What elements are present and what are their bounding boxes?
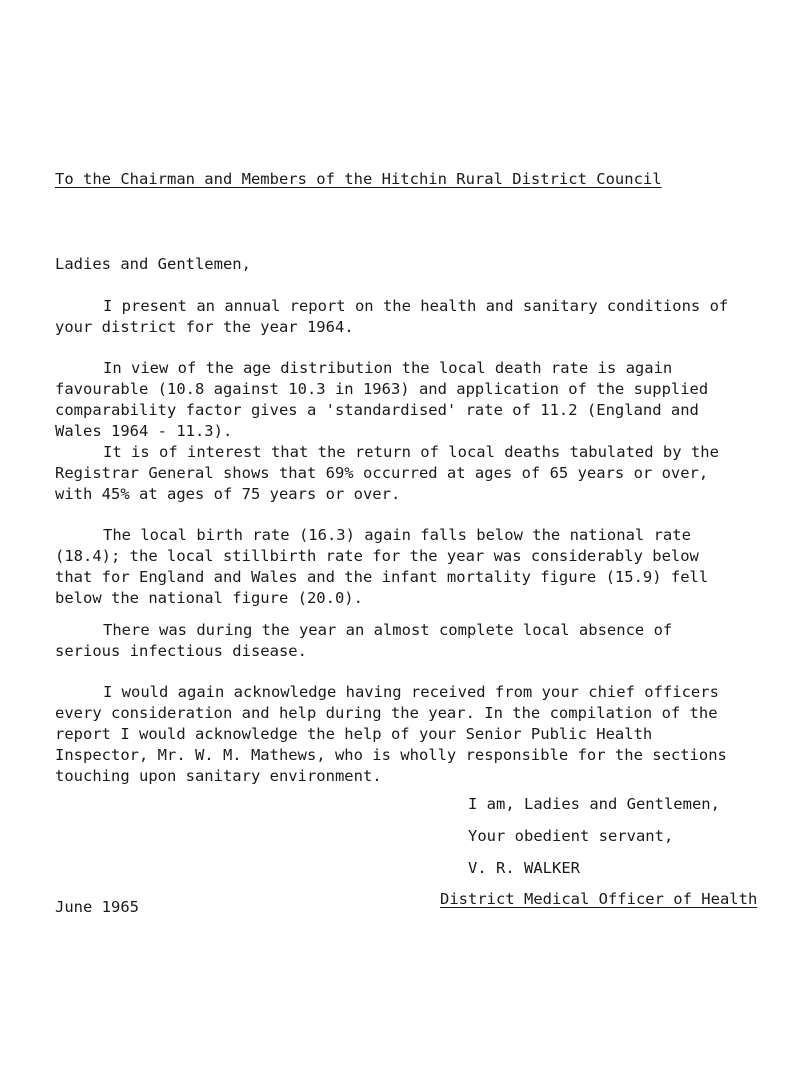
signatory-title: District Medical Officer of Health <box>440 890 758 908</box>
letter-date: June 1965 <box>55 898 139 916</box>
paragraph-acknowledgement: I would again acknowledge having received from your chief officers every consideration and help during the year. In the compilation of the report I would acknowledge the help of your Senior Public Health Inspector, Mr. W. M. Mathews, who is wholly responsible for the sections touching upon sanitary environment. <box>55 683 727 785</box>
paragraph-death-rate: In view of the age distribution the local death rate is again favourable (10.8 against 10.3 in 1963) and application of the supplied comparability factor gives a 'standardised' rate of 11.2 (England and Wales 1964 - 11.3). <box>55 359 709 440</box>
signatory-name: V. R. WALKER <box>468 859 580 877</box>
letter-heading: To the Chairman and Members of the Hitchin Rural District Council <box>55 170 662 188</box>
paragraph-infectious-disease: There was during the year an almost complete local absence of serious infectious disease. <box>55 621 673 660</box>
paragraph-registrar: It is of interest that the return of local deaths tabulated by the Registrar General shows that 69% occurred at ages of 65 years or over, with 45% at ages of 75 years or over. <box>55 443 719 503</box>
salutation: Ladies and Gentlemen, <box>55 255 251 273</box>
closing-servant: Your obedient servant, <box>468 827 674 845</box>
paragraph-intro: I present an annual report on the health and sanitary conditions of your district for the year 1964. <box>55 297 729 336</box>
paragraph-birth-rate: The local birth rate (16.3) again falls below the national rate (18.4); the local stillbirth rate for the year was considerably below that for England and Wales and the infant mortality figure (15.9) fell below the national figure (20.0). <box>55 526 709 607</box>
closing-line: I am, Ladies and Gentlemen, <box>468 795 720 813</box>
